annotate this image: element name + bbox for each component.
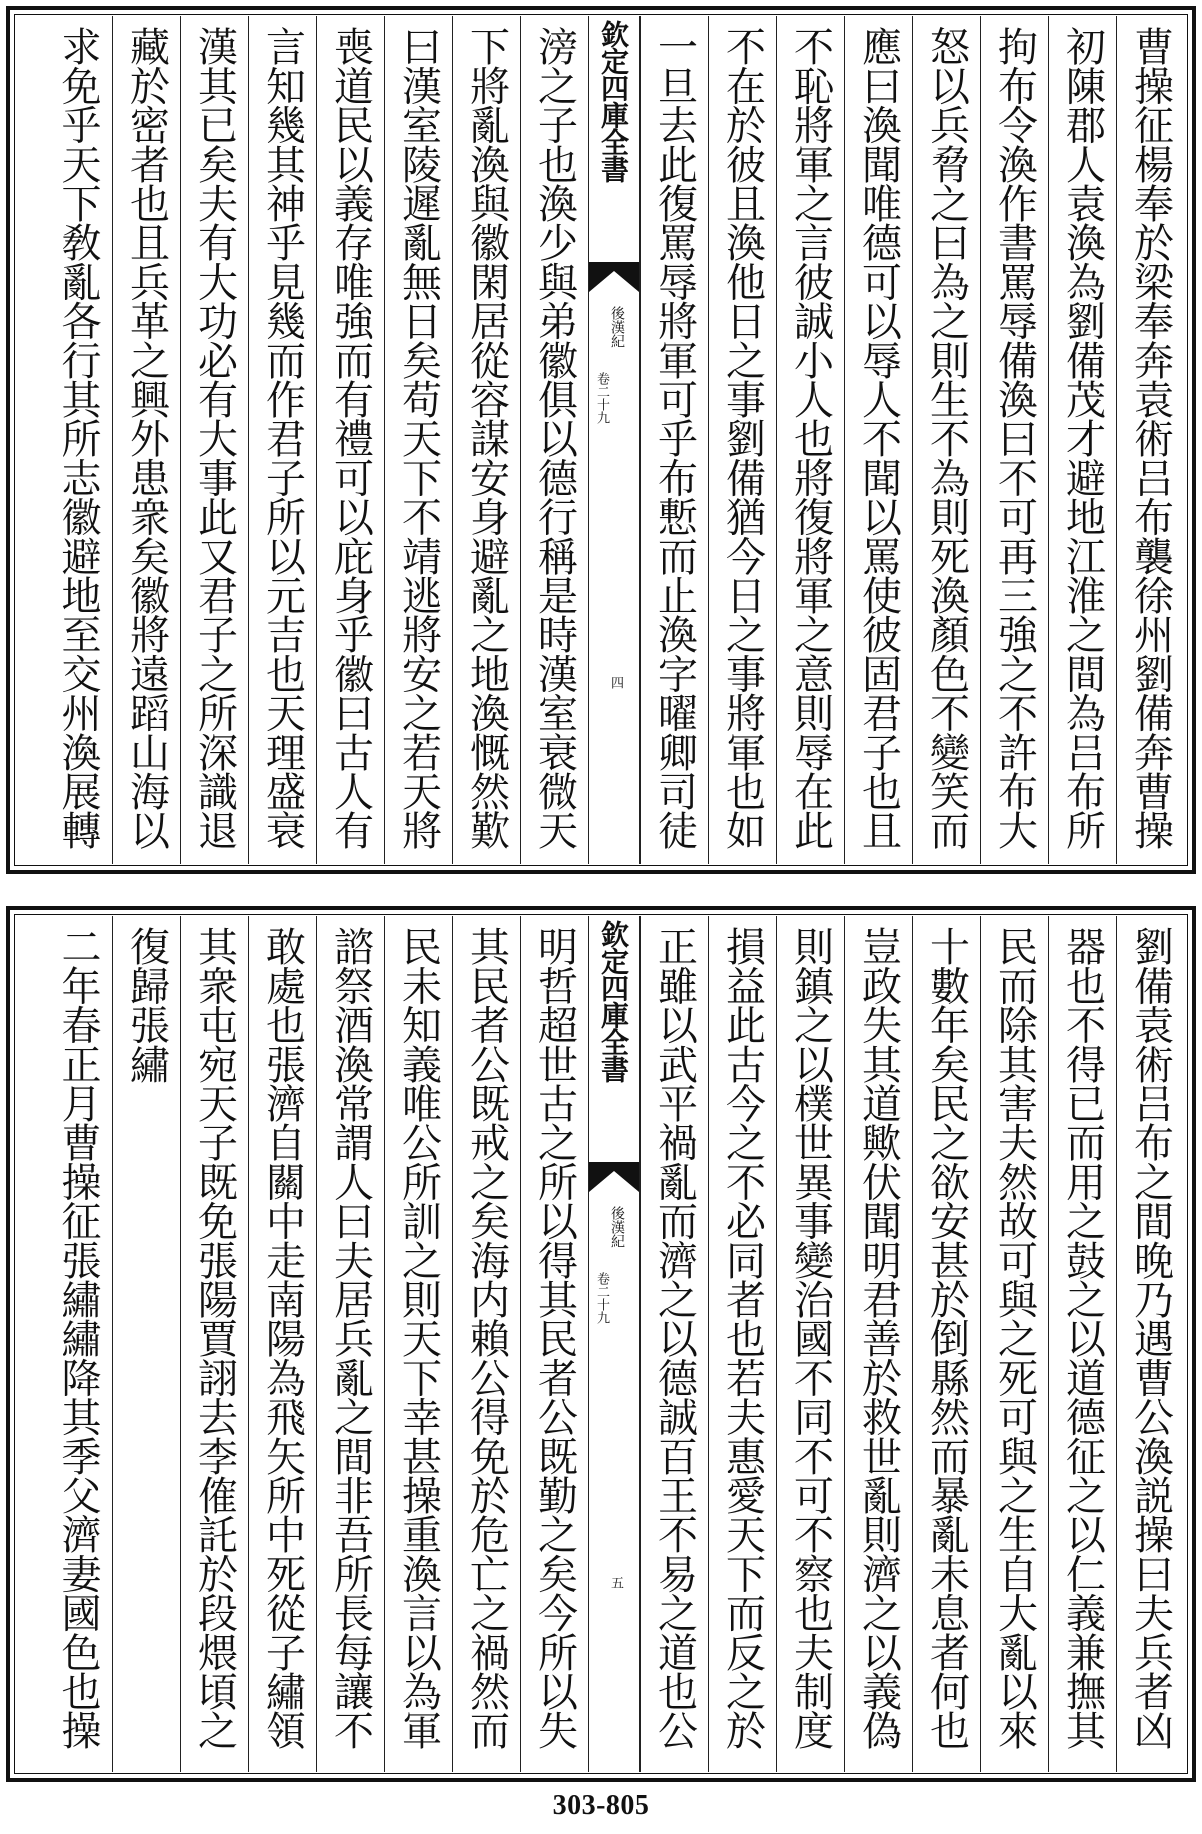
fishtail-mark-icon xyxy=(589,1162,639,1192)
text-column: 民而除其害夫然故可與之死可與之生自大亂以來 xyxy=(980,916,1048,1772)
page-panel-top xyxy=(6,6,1196,874)
page-number: 303-805 xyxy=(552,1790,650,1821)
text-column: 復歸張繡 xyxy=(112,916,180,1772)
text-column: 劉備袁術吕布之間晚乃遇曹公渙説操曰夫兵者凶 xyxy=(1116,916,1184,1772)
text-column: 明哲超世古之所以得其民者公既勤之矣今所以失 xyxy=(520,916,588,1772)
work-name: 後漢紀 xyxy=(609,306,625,348)
text-column: 正雖以武平禍亂而濟之以德誠百王不易之道也公 xyxy=(640,916,708,1772)
text-column: 曰漢室陵遲亂無日矣苟天下不靖逃將安之若天將 xyxy=(384,16,452,864)
text-column: 漢其已矣夫有大功必有大事此又君子之所深識退 xyxy=(180,16,248,864)
text-column: 其民者公既戒之矣海内賴公得免於危亡之禍然而 xyxy=(452,916,520,1772)
text-column: 求免乎天下敎亂各行其所志徽避地至交州渙展轉 xyxy=(55,26,101,850)
text-column: 言知幾其神乎見幾而作君子所以元吉也天理盛衰 xyxy=(248,16,316,864)
text-column: 初陳郡人袁渙為劉備茂才避地江淮之間為吕布所 xyxy=(1048,16,1116,864)
text-column: 敢處也張濟自關中走南陽為飛矢所中死從子繡領 xyxy=(248,916,316,1772)
text-column: 一旦去此復罵辱將軍可乎布慙而止渙字曜卿司徒 xyxy=(640,16,708,864)
text-column: 怒以兵脅之曰為之則生不為則死渙顏色不變笑而 xyxy=(912,16,980,864)
text-column: 應曰渙聞唯德可以辱人不聞以罵使彼固君子也且 xyxy=(844,16,912,864)
page-panel-bottom xyxy=(6,906,1196,1782)
text-column: 不恥將軍之言彼誠小人也將復將軍之意則辱在此 xyxy=(776,16,844,864)
center-margin xyxy=(588,916,640,1772)
text-column: 損益此古今之不必同者也若夫惠愛天下而反之於 xyxy=(708,916,776,1772)
text-column: 諮祭酒渙常謂人曰夫居兵亂之間非吾所長每讓不 xyxy=(316,916,384,1772)
text-column: 豈政失其道歟伏聞明君善於救世亂則濟之以義偽 xyxy=(844,916,912,1772)
text-column: 其衆屯宛天子既免張陽賈詡去李傕託於段煨頃之 xyxy=(180,916,248,1772)
folio-number: 五 xyxy=(608,1576,623,1589)
text-column: 藏於密者也且兵革之興外患衆矣徽將遠蹈山海以 xyxy=(112,16,180,864)
juan-label: 卷二十九 xyxy=(594,372,609,424)
text-column: 曹操征楊奉於梁奉奔袁術吕布襲徐州劉備奔曹操 xyxy=(1116,16,1184,864)
text-column: 則鎮之以樸世異事變治國不同不可不察也夫制度 xyxy=(776,916,844,1772)
text-column: 十數年矣民之欲安甚於倒縣然而暴亂未息者何也 xyxy=(912,916,980,1772)
text-column: 二年春正月曹操征張繡繡降其季父濟妻國色也操 xyxy=(55,926,101,1750)
text-columns xyxy=(18,16,1184,864)
text-column: 喪道民以義存唯強而有禮可以庇身乎徽曰古人有 xyxy=(316,16,384,864)
work-name: 後漢紀 xyxy=(609,1206,625,1248)
text-column: 拘布令渙作書罵辱備渙曰不可再三強之不許布大 xyxy=(980,16,1048,864)
text-column: 下將亂渙與徽閑居從容謀安身避亂之地渙慨然歎 xyxy=(452,16,520,864)
book-title: 欽定四庫全書 xyxy=(597,20,630,182)
text-column: 不在於彼且渙他日之事劉備猶今日之事將軍也如 xyxy=(708,16,776,864)
center-margin xyxy=(588,16,640,864)
text-column: 滂之子也渙少與弟徽俱以德行稱是時漢室衰微天 xyxy=(520,16,588,864)
text-column: 器也不得已而用之鼓之以道德征之以仁義兼撫其 xyxy=(1048,916,1116,1772)
text-columns xyxy=(18,916,1184,1772)
fishtail-mark-icon xyxy=(589,262,639,292)
folio-number: 四 xyxy=(608,676,623,689)
book-title: 欽定四庫全書 xyxy=(597,920,630,1082)
juan-label: 卷二十九 xyxy=(594,1272,609,1324)
text-column: 民未知義唯公所訓之則天下幸甚操重渙言以為軍 xyxy=(384,916,452,1772)
